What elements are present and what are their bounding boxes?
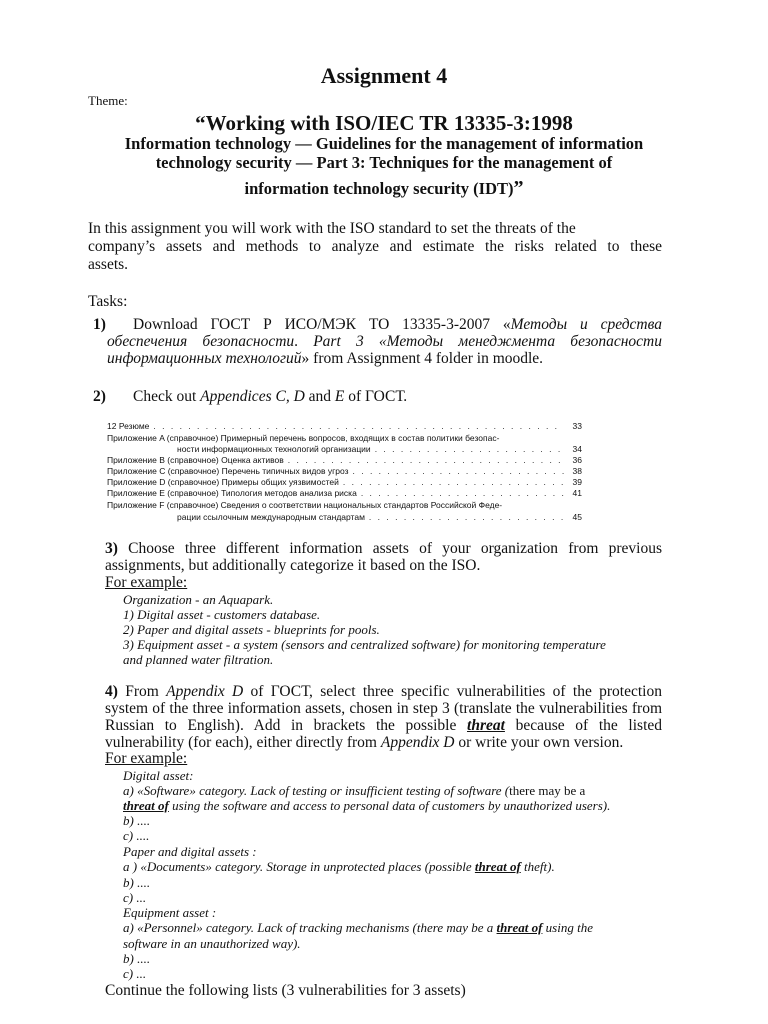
digital-asset-item-c: c) ....: [123, 828, 150, 843]
digital-asset-heading: Digital asset:: [123, 768, 194, 783]
paper-asset-item-c: c) ...: [123, 890, 147, 905]
intro-line-2: company’s assets and methods to analyze and estimate the risks related to these: [88, 238, 662, 255]
task-3-line-2: assignments, but additionally categorize it based on the ISO.: [105, 557, 481, 574]
task-1-line-3: информационных технологий» from Assignment 4 folder in moodle.: [107, 350, 544, 367]
toc-row: Приложение B (справочное) Оценка активов . . . 36: [107, 455, 582, 465]
task-4-line-2: system of the three information assets, chosen in step 3 (translate the vulnerabilities from: [105, 700, 662, 717]
equipment-asset-item-a-cont: software in an unauthorized way).: [123, 936, 301, 951]
toc-row: рации ссылочным международным стандартам . . . 45: [177, 512, 582, 522]
equipment-asset-item-c: c) ...: [123, 966, 147, 981]
intro-line-1: In this assignment you will work with the ISO standard to set the threats of the: [88, 220, 576, 237]
toc-row: 12 Резюме . . . 33: [107, 421, 582, 431]
task-3-example-line: and planned water filtration.: [123, 652, 274, 667]
task-3-example-line: Organization - an Aquapark.: [123, 592, 274, 607]
subtitle-line-1: “Working with ISO/IEC TR 13335-3:1998: [195, 111, 573, 135]
subtitle-line-2: Information technology — Guidelines for the management of information: [124, 134, 644, 153]
task-2-text: Check out Appendices C, D and E of ГОСТ.: [133, 388, 408, 405]
task-3-example-line: 1) Digital asset - customers database.: [123, 607, 321, 622]
paper-asset-heading: Paper and digital assets :: [123, 844, 257, 859]
page-title: Assignment 4: [320, 63, 448, 88]
theme-label: Theme:: [88, 93, 128, 108]
task-4-line-1: 4) From Appendix D of ГОСТ, select three specific vulnerabilities of the protection: [105, 683, 662, 700]
toc-row: Приложение E (справочное) Типология методов анализа риска . . . 41: [107, 488, 582, 498]
continue-instruction: Continue the following lists (3 vulnerabilities for 3 assets): [105, 982, 466, 999]
paper-asset-item-b: b) ....: [123, 875, 151, 890]
subtitle-line-4: information technology security (IDT)”: [244, 177, 524, 199]
task-3-line-1: 3) Choose three different information assets of your organization from previous: [105, 540, 662, 557]
subtitle-line-3: technology security — Part 3: Techniques for the management of: [155, 153, 613, 172]
task-3-example-line: 3) Equipment asset - a system (sensors and centralized software) for monitoring temperature: [123, 637, 606, 652]
task-2-number: 2): [93, 388, 106, 405]
toc-row: Приложение F (справочное) Сведения о соответствии национальных стандартов Российской Феде-: [107, 500, 503, 510]
intro-line-3: assets.: [88, 256, 129, 273]
tasks-label: Tasks:: [88, 293, 128, 310]
digital-asset-item-a-cont: threat of using the software and access to personal data of customers by unauthorized users).: [123, 798, 611, 813]
equipment-asset-heading: Equipment asset :: [123, 905, 217, 920]
toc-row: Приложение D (справочное) Примеры общих уязвимостей . . . 39: [107, 477, 582, 487]
paper-asset-item-a: a ) «Documents» category. Storage in unprotected places (possible threat of theft).: [123, 859, 555, 874]
task-1-line-2: обеспечения безопасности. Part 3 «Методы менеджмента безопасности: [107, 333, 663, 350]
task-3-for-example: For example:: [105, 574, 188, 591]
toc-row: Приложение C (справочное) Перечень типичных видов угроз . . . 38: [107, 466, 582, 476]
task-4-line-4: vulnerability (for each), either directly from Appendix D or write your own version.: [105, 734, 624, 751]
equipment-asset-item-a: a) «Personnel» category. Lack of tracking mechanisms (there may be a threat of using the: [123, 920, 593, 935]
task-4-line-3: Russian to English). Add in brackets the possible threat because of the listed: [105, 717, 663, 734]
task-3-example-line: 2) Paper and digital assets - blueprints for pools.: [123, 622, 380, 637]
toc-row: ности информационных технологий организации . . . 34: [177, 444, 582, 454]
digital-asset-item-a: a) «Software» category. Lack of testing or insufficient testing of software (there may be a: [123, 783, 586, 798]
digital-asset-item-b: b) ....: [123, 813, 151, 828]
task-1-number: 1): [93, 316, 106, 333]
task-1-line-1: Download ГОСТ Р ИСО/МЭК ТО 13335-3-2007 «Методы и средства: [133, 316, 662, 333]
task-4-for-example: For example:: [105, 750, 188, 767]
toc-row: Приложение A (справочное) Примерный перечень вопросов, входящих в состав политики безопас-: [107, 433, 500, 443]
equipment-asset-item-b: b) ....: [123, 951, 151, 966]
